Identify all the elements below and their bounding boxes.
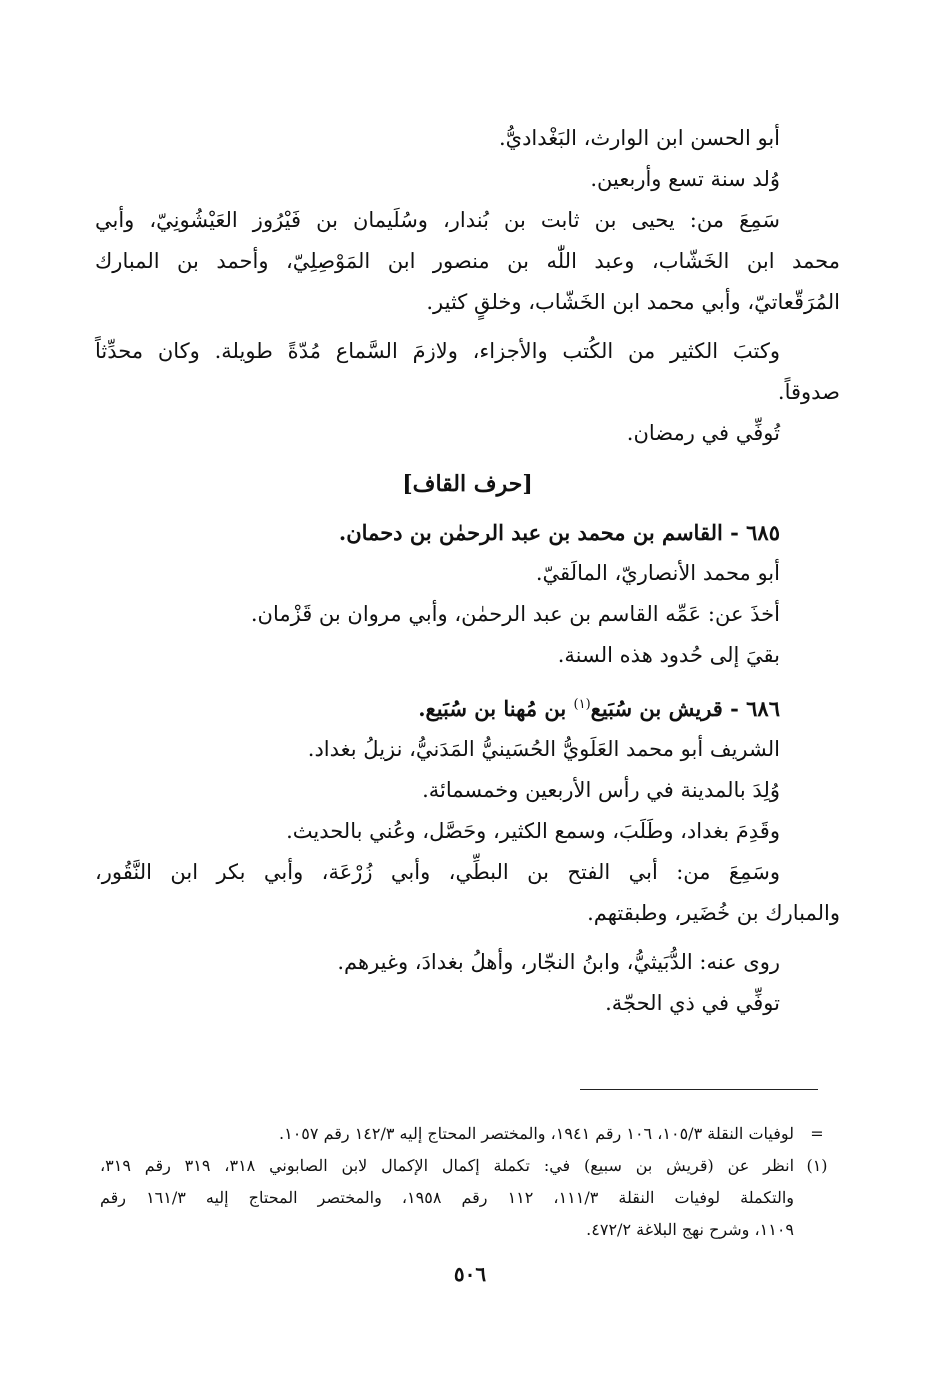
footnote-text bbox=[100, 1118, 794, 1150]
text-line: بقيَ إلى حُدود هذه السنة. bbox=[557, 643, 780, 667]
text-line: وكتبَ الكثير من الكُتب والأجزاء، ولازمَ السَّماع مُدّةً طويلة. وكان محدِّثاً bbox=[95, 339, 780, 363]
footnote-ref: (١) bbox=[573, 697, 591, 712]
text-line: محمد ابن الخَشّاب، وعبد اللّٰه بن منصور ابن المَوْصِلِيّ، وأحمد بن المبارك bbox=[95, 249, 840, 273]
entry-685 bbox=[95, 512, 840, 676]
entry-title-main: ٦٨٦ - قريش بن سُبَيع bbox=[590, 696, 780, 721]
footnotes bbox=[100, 1118, 840, 1246]
text-line: وُلد سنة تسع وأربعين. bbox=[590, 167, 780, 191]
text-line: أبو محمد الأنصاريّ، المالَقيّ. bbox=[535, 561, 780, 585]
page-number: ٥٠٦ bbox=[453, 1262, 487, 1286]
entry-title bbox=[95, 684, 840, 729]
footnote bbox=[100, 1150, 840, 1246]
entry-title-rest: بن مُهنا بن سُبَيع. bbox=[418, 696, 574, 721]
text-line: أخذَ عن: عَمِّه القاسم بن عبد الرحمٰن، وأبي مروان بن قَزْمان. bbox=[250, 602, 780, 626]
entry-prev bbox=[95, 118, 840, 454]
footnote-divider bbox=[580, 1089, 818, 1090]
text-line: صدوقاً. bbox=[777, 380, 840, 404]
text-line: روى عنه: الدُّبَيثيُّ، وابنُ النجّار، وأهلُ بغدادَ، وغيرهم. bbox=[337, 950, 780, 974]
text-line: وسَمِعَ من: أبي الفتح بن البطِّي، وأبي زُرْعَة، وأبي بكر ابن النَّقُور، bbox=[95, 860, 780, 884]
text-line: توفِّي في ذي الحجّة. bbox=[605, 991, 780, 1015]
page-body bbox=[95, 118, 840, 1024]
entry-title: ٦٨٥ - القاسم بن محمد بن عبد الرحمٰن بن دحمان. bbox=[338, 520, 780, 545]
footnote-line: ١١٠٩، وشرح نهج البلاغة ٤٧٢/٢. bbox=[586, 1220, 794, 1239]
footnote-line: والتكملة لوفيات النقلة ١١١/٣، ١١٢ رقم ١٩٥٨، والمختصر المحتاج إليه ١٦١/٣ رقم bbox=[100, 1188, 794, 1207]
footnote-line: انظر عن (قريش بن سبيع) في: تكملة إكمال الإكمال لابن الصابوني ٣١٨، ٣١٩ رقم ٣١٩، bbox=[100, 1156, 795, 1175]
text-line: وُلِدَ بالمدينة في رأس الأربعين وخمسمائة. bbox=[422, 778, 780, 802]
text-line: تُوفِّي في رمضان. bbox=[626, 421, 780, 445]
text-line: المُرَقّعاتيّ، وأبي محمد ابن الخَشّاب، وخلقٍ كثير. bbox=[426, 290, 840, 314]
footnote-mark: (١) bbox=[806, 1156, 828, 1175]
text-line: الشريف أبو محمد العَلَويُّ الحُسَينيُّ المَدَنيُّ، نزيلُ بغداد. bbox=[307, 737, 780, 761]
footnote-mark: = bbox=[810, 1124, 824, 1143]
section-heading: [حرف القاف] bbox=[402, 471, 533, 497]
text-line: سَمِعَ من: يحيى بن ثابت بن بُندار، وسُلَيمان بن فَيْرُوز العَيْشُونِيّ، وأبي bbox=[95, 208, 780, 232]
footnote-text bbox=[100, 1150, 794, 1246]
footnote-line: لوفيات النقلة ١٠٥/٣، ١٠٦ رقم ١٩٤١، والمختصر المحتاج إليه ١٤٢/٣ رقم ١٠٥٧. bbox=[279, 1124, 794, 1143]
footnote bbox=[100, 1118, 840, 1150]
entry-686 bbox=[95, 684, 840, 1024]
text-line: أبو الحسن ابن الوارث، البَغْداديُّ. bbox=[498, 126, 780, 150]
text-line: والمبارك بن خُضَير، وطبقتهم. bbox=[587, 901, 840, 925]
text-line: وقَدِمَ بغداد، وطَلَبَ، وسمع الكثير، وحَصَّل، وعُني بالحديث. bbox=[286, 819, 780, 843]
